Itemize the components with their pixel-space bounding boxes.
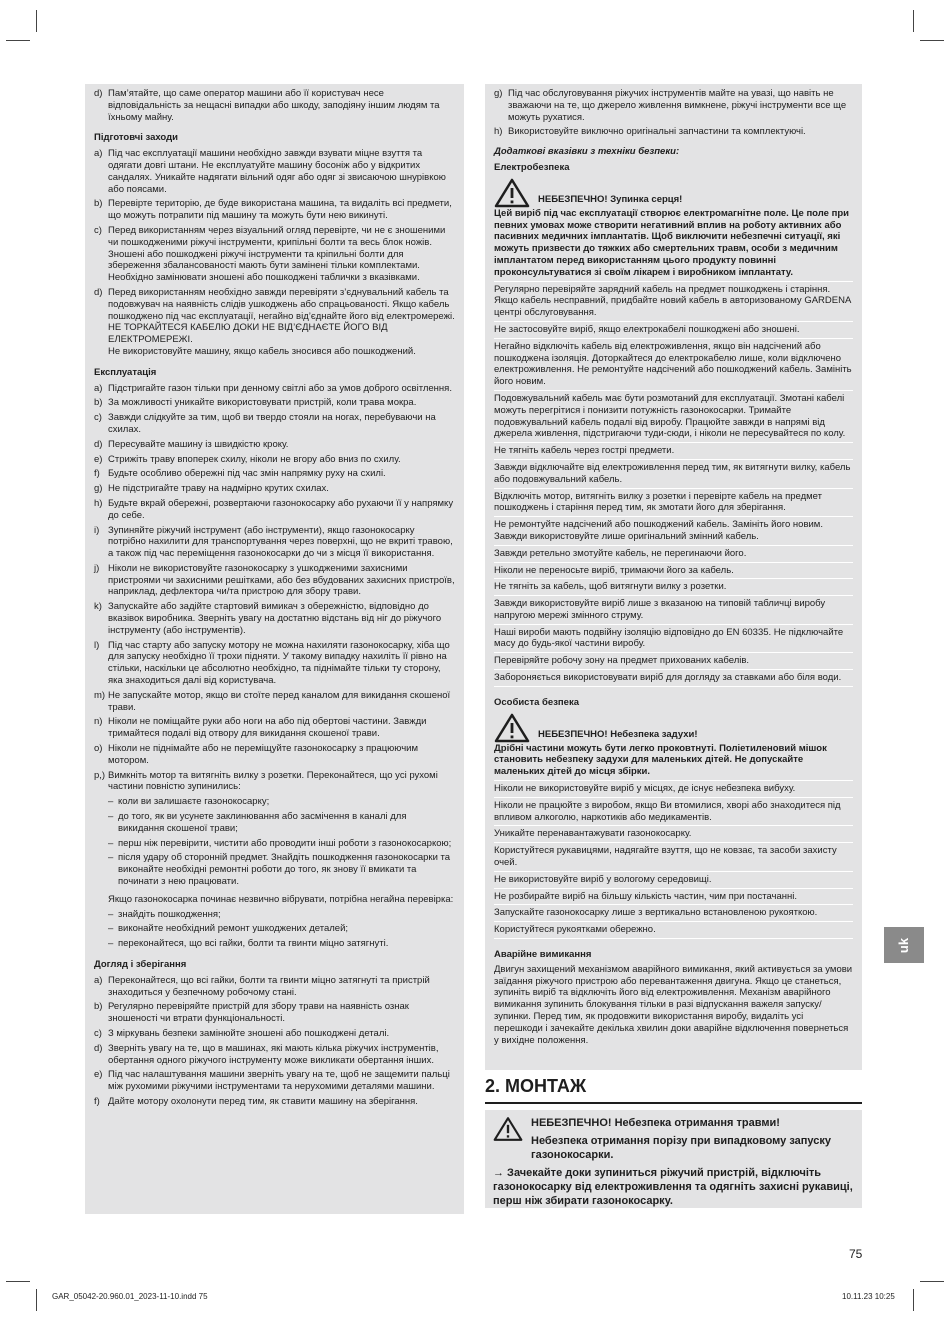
item-label: f) xyxy=(94,468,100,480)
item-text: Зверніть увагу на те, що в машинах, які мають кілька ріжучих інструментів, обертання одного ріжучого інструменту може викликати обертання інших. xyxy=(108,1042,439,1066)
item-label: k) xyxy=(94,601,102,613)
page-number: 75 xyxy=(849,1247,863,1261)
list-item xyxy=(94,601,455,636)
list-item xyxy=(94,1096,455,1108)
list-item xyxy=(94,287,455,358)
list-item xyxy=(94,770,455,794)
paragraph: Регулярно перевіряйте зарядний кабель на предмет пошкоджень і старіння. Якщо кабель несправний, придбайте новий кабель в авторизованому GARDENA центрі обслуговування. xyxy=(494,284,853,322)
paragraph: Забороняється використовувати виріб для догляду за ставками або біля води. xyxy=(494,672,853,687)
list-item xyxy=(94,225,455,284)
item-text: Не запускайте мотор, якщо ви стоїте перед каналом для викидання скошеної трави. xyxy=(108,689,451,713)
dash-item xyxy=(108,923,455,935)
dash-bullet: – xyxy=(108,908,114,920)
item-text: Використовуйте виключно оригінальні запчастини та комплектуючі. xyxy=(508,126,806,138)
paragraph: Користуйтеся рукоятками обережно. xyxy=(494,924,853,939)
warning-title: НЕБЕЗПЕЧНО! Зупинка серця! xyxy=(538,193,683,205)
item-label: o) xyxy=(94,743,103,755)
electrical-warning xyxy=(494,178,853,208)
item-label: c) xyxy=(94,412,102,424)
paragraph: Ніколи не використовуйте виріб у місцях, де існує небезпека вибуху. xyxy=(494,783,853,798)
footer-timestamp: 10.11.23 10:25 xyxy=(842,1292,895,1301)
warning-title: НЕБЕЗПЕЧНО! Небезпека задухи! xyxy=(538,728,698,740)
item-label: f) xyxy=(94,1095,100,1107)
item-label: c) xyxy=(94,224,102,236)
item-label: b) xyxy=(94,1001,103,1013)
item-text: Не підстригайте траву на надмірно крутих схилах. xyxy=(108,483,329,495)
dash-item xyxy=(108,838,455,850)
warning-text: Небезпека отримання порізу при випадковому запуску газонокосарки. xyxy=(531,1135,831,1161)
item-text: Підстригайте газон тільки при денному світлі або за умов доброго освітлення. xyxy=(108,382,452,394)
item-text: Будьте особливо обережні під час змін напрямку руху на схилі. xyxy=(108,468,386,480)
item-label: m) xyxy=(94,689,106,701)
item-label: h) xyxy=(494,126,503,138)
crop-mark xyxy=(6,1281,30,1282)
item-label: n) xyxy=(94,716,103,728)
list-item xyxy=(94,1001,455,1025)
preparation-list xyxy=(94,148,455,358)
section-heading-preparation: Підготовчі заходи xyxy=(94,132,178,144)
list-item xyxy=(94,743,455,767)
list-item xyxy=(94,563,455,598)
crop-mark xyxy=(36,10,37,32)
item-label: b) xyxy=(94,198,103,210)
dash-bullet: – xyxy=(108,837,114,849)
item-label: h) xyxy=(94,497,103,509)
dash-text: переконайтеся, що всі гайки, болти та гвинти міцно затягнуті. xyxy=(118,938,389,950)
footer-filename: GAR_05042-20.960.01_2023-11-10.indd 75 xyxy=(52,1292,208,1301)
paragraph: Завжди ретельно змотуйте кабель, не перегинаючи його. xyxy=(494,548,853,563)
warning-triangle-icon xyxy=(493,1116,523,1142)
dash-text: знайдіть пошкодження; xyxy=(118,908,221,920)
section-heading-care: Догляд і зберігання xyxy=(94,959,187,970)
paragraph: Ніколи не працюйте з виробом, якщо Ви втомилися, хворі або знаходитеся під впливом алкоголю, наркотиків або медикаментів. xyxy=(494,800,853,827)
dash-text: після удару об сторонній предмет. Знайдіть пошкодження газонокосарки та виконайте необхідні ремонтні роботи до того, як знову її вмикати та починати з нею працювати. xyxy=(118,852,451,888)
item-text: Перевірте територію, де буде використана машина, та видаліть всі предмети, що можуть потрапити під машину та можуть бути нею викинуті. xyxy=(108,198,452,222)
crop-mark xyxy=(920,1281,944,1282)
list-item xyxy=(94,498,455,522)
action-instruction: → Зачекайте доки зупиниться ріжучий пристрій, відключіть газонокосарку від електроживлення та одягніть захисні рукавиці, перш ніж збирати газонокосарку. xyxy=(493,1167,853,1207)
paragraph: Подовжувальний кабель має бути розмотаний для експлуатації. Змотані кабелі можуть перегрітися і понизити потужність газонокосарки. Тримайте подовжувальний кабель подалі від виробу. Працюйте завжди в напрямі від джерела живлення, підстригаючи туди-сюди, і ніколи не пересувайтеся по колу. xyxy=(494,393,853,443)
item-label: i) xyxy=(94,524,100,536)
item-text: Перед використанням необхідно завжди перевіряти з’єднувальний кабель та подовжувач на наявність слідів ушкоджень або спрацьованості. Якщо кабель пошкоджено під час експлуатації, негайно від’єднайте його від електромережі. НЕ ТОРКАЙТЕСЯ КАБЕЛЮ ДОКИ НЕ ВІД’ЄДНАЄТЕ ЙОГО ВІД ЕЛЕКТРОМЕРЕЖІ. Не використовуйте машину, якщо кабель зносився або пошкоджений. xyxy=(108,286,455,357)
item-label: l) xyxy=(94,639,100,651)
paragraph: Не тягніть за кабель, щоб витягнути вилку з розетки. xyxy=(494,581,853,596)
item-text: Ніколи не використовуйте газонокосарку з ушкодженими захисними пристроями чи захисними решітками, або без вбудованих захисних пристроїв, наприклад, дефлектора чи/та пристрою для збору трави. xyxy=(108,562,455,598)
item-text: Регулярно перевіряйте пристрій для збору трави на наявність ознак зношеності чи втрати функціональності. xyxy=(108,1001,409,1025)
dash-item xyxy=(108,938,455,950)
paragraph: Не використовуйте виріб у вологому середовищі. xyxy=(494,874,853,889)
vibration-note: Якщо газонокосарка починає незвично вібрувати, потрібна негайна перевірка: xyxy=(108,893,454,905)
paragraph: Відключіть мотор, витягніть вилку з розетки і перевірте кабель на предмет пошкоджень і старіння перед тим, як змотати його для зберігання. xyxy=(494,491,853,518)
crop-mark xyxy=(920,40,944,41)
section-title: 2. МОНТАЖ xyxy=(485,1076,862,1104)
left-column xyxy=(85,84,464,1214)
vibration-steps-list xyxy=(94,909,455,950)
item-text: Під час експлуатації машини необхідно завжди взувати міцне взуття та одягати довгі штани. Не експлуатуйте машину босоніж або у відкритих сандалях. Уникайте надягати вільний одяг або одяг зі звисаючою шнурівкою або поясами. xyxy=(108,148,446,195)
dash-bullet: – xyxy=(108,852,114,864)
item-label: a) xyxy=(94,382,103,394)
list-item xyxy=(94,640,455,687)
dash-item xyxy=(108,796,455,808)
dash-item xyxy=(108,909,455,921)
item-text: Завжди слідкуйте за тим, щоб ви твердо стояли на ногах, перебуваючи на схилах. xyxy=(108,412,436,435)
dash-text: до того, як ви усунете заклинювання або засмічення в каналі для викидання скошеної трави; xyxy=(118,811,407,834)
list-item xyxy=(94,1028,455,1040)
dash-item xyxy=(108,852,455,887)
montage-warning xyxy=(493,1116,854,1162)
language-tab: uk xyxy=(884,927,924,963)
list-item xyxy=(94,397,455,409)
section-heading-emergency: Аварійне вимикання xyxy=(494,949,592,961)
warning-text: Дрібні частини можуть бути легко проковтнуті. Поліетиленовий мішок становить небезпеку задухи для маленьких дітей. Не допускайте маленьких дітей до місця збірки. xyxy=(494,743,853,781)
section-heading-operation: Експлуатація xyxy=(94,366,157,378)
care-list xyxy=(94,975,455,1108)
paragraph: Не застосовуйте виріб, якщо електрокабелі пошкоджені або зношені. xyxy=(494,324,853,339)
item-label: a) xyxy=(94,974,103,986)
item-label: e) xyxy=(94,453,103,465)
list-item xyxy=(94,1069,455,1093)
list-item: d) Пам’ятайте, що саме оператор машини або її користувач несе відповідальність за нещасні випадки або шкоду, заподіяну іншим людям та їхньому майну. xyxy=(94,88,440,123)
right-column xyxy=(485,84,862,1070)
paragraph: Ніколи не переносьте виріб, тримаючи його за кабель. xyxy=(494,565,853,580)
crop-mark xyxy=(6,40,30,41)
item-text: Перед використанням через візуальний огляд перевірте, чи не є зношеними чи пошкодженими ріжучі інструменти, крипільні болти та весь блок ножів. Зношені або пошкоджені ріжучі інструменти та кріпильні болти для збереження збалансованості мають бути замінені тільки комплектами. Необхідно замінювати зношені або пошкоджені таблички з вказівками. xyxy=(108,224,446,284)
operation-list xyxy=(94,383,455,794)
item-label: g) xyxy=(94,483,103,495)
dash-bullet: – xyxy=(108,796,114,808)
paragraph: Негайно відключіть кабель від електроживлення, якщо він надсічений або пошкоджена ізоляція. Доторкайтеся до електрокабелю лише, коли відключено електроживлення. Не ремонтуйте надсічений або пошкоджений кабель. Замініть його новим. xyxy=(494,341,853,391)
list-item xyxy=(94,1043,455,1067)
item-label: e) xyxy=(94,1069,103,1081)
item-text: Ніколи не поміщайте руки або ноги на або під обертові частини. Завжди тримайтеся подалі від отвору для викидання скошеної трави. xyxy=(108,716,427,740)
item-label: d) xyxy=(94,438,103,450)
personal-paragraphs xyxy=(494,783,853,939)
list-item xyxy=(94,198,455,222)
dash-bullet: – xyxy=(108,938,114,950)
paragraph: Перевіряйте робочу зону на предмет прихованих кабелів. xyxy=(494,655,853,670)
dash-text: коли ви залишаєте газонокосарку; xyxy=(118,796,270,808)
item-text: Дайте мотору охолонути перед тим, як ставити машину на зберігання. xyxy=(108,1095,418,1107)
paragraph: Наші вироби мають подвійну ізоляцію відповідно до EN 60335. Не підключайте масу до будь-якої частини виробу. xyxy=(494,627,853,654)
warning-title: НЕБЕЗПЕЧНО! Небезпека отримання травми! xyxy=(531,1117,780,1129)
item-text: За можливості уникайте використовувати пристрій, коли трава мокра. xyxy=(108,397,417,409)
item-text: Стрижіть траву впоперек схилу, ніколи не вгору або вниз по схилу. xyxy=(108,453,401,465)
item-label: b) xyxy=(94,397,103,409)
paragraph: Запускайте газонокосарку лише з вертикально встановленою рукояткою. xyxy=(494,907,853,922)
stop-conditions-list xyxy=(94,796,455,888)
item-text: Під час обслуговування ріжучих інструментів майте на увазі, що навіть не зважаючи на те, що джерело живлення вимкнене, ріжучі інструменти все ще можуть рухатися. xyxy=(508,88,847,123)
list-item xyxy=(494,126,853,138)
crop-mark xyxy=(36,1289,37,1311)
personal-warning xyxy=(494,713,853,743)
warning-text: Цей виріб під час експлуатації створює електромагнітне поле. Це поле при певних умовах може створити негативний вплив на роботу активних або пасивних медичних імплантатів. Щоб виключити небезпечні ситуації, які можуть призвести до тяжких або смертельних травм, особи з медичним імплантатом перед використанням цього продукту повинні проконсультуватися зі своїм лікарем і виробником імплантату. xyxy=(494,208,853,282)
item-text: Будьте вкрай обережні, розвертаючи газонокосарку або рухаючи її у напрямку до себе. xyxy=(108,497,454,521)
item-label: d) xyxy=(94,286,103,298)
paragraph: Не тягніть кабель через гострі предмети. xyxy=(494,445,853,460)
crop-mark xyxy=(913,10,914,32)
list-item xyxy=(94,716,455,740)
item-label: g) xyxy=(494,88,503,99)
item-text: Під час старту або запуску мотору не можна нахиляти газонокосарку, хіба що для запуску необхідно її трохи підняти. У такому випадку нахиліть її рівно на стільки, наскільки це абсолютно необхідно, та піднімайте тільки ту сторону, яка знаходиться далі від користувача. xyxy=(108,639,450,687)
item-text: Переконайтеся, що всі гайки, болти та гвинти міцно затягнуті та пристрій знаходиться у безпечному робочому стані. xyxy=(108,974,430,998)
item-text: Під час налаштування машини зверніть увагу на те, щоб не защемити пальці між рухомими ріжучими інструментами та нерухомими деталями машини. xyxy=(108,1069,450,1093)
item-text: Запускайте або задійте стартовий вимикач з обережністю, відповідно до вказівок виробника. Зверніть увагу на достатню відстань від ніг до ріжучого інструменту (або інструментів). xyxy=(108,601,442,636)
crop-mark xyxy=(913,1289,914,1311)
electrical-paragraphs xyxy=(494,284,853,687)
section-heading-electrical: Електробезпека xyxy=(494,161,570,173)
paragraph: Не ремонтуйте надсічений або пошкоджений кабель. Замініть його новим. Завжди використовуйте лише оригінальний змінний кабель. xyxy=(494,519,853,546)
dash-item xyxy=(108,811,455,835)
list-item xyxy=(94,454,455,466)
warning-triangle-icon xyxy=(494,713,530,743)
item-text: Ніколи не піднімайте або не переміщуйте газонокосарку з працюючим мотором. xyxy=(108,743,418,766)
list-item xyxy=(94,690,455,714)
list-item xyxy=(94,383,455,395)
item-label: j) xyxy=(94,562,100,574)
paragraph: Завжди відключайте від електроживлення перед тим, як витягнути вилку, кабель або подовжувальний кабель. xyxy=(494,462,853,489)
list-item xyxy=(94,483,455,495)
list-item xyxy=(494,88,853,123)
section-heading-personal: Особиста безпека xyxy=(494,696,579,708)
list-item xyxy=(94,148,455,195)
list-item xyxy=(94,439,455,451)
item-label: d) xyxy=(94,1042,103,1054)
item-text: Пересувайте машину із швидкістю кроку. xyxy=(108,438,289,450)
list-item xyxy=(94,525,455,560)
item-label: c) xyxy=(94,1027,102,1039)
item-text: З міркувань безпеки замінюйте зношені або пошкоджені деталі. xyxy=(108,1027,390,1039)
warning-triangle-icon xyxy=(494,178,530,208)
paragraph: Не розбирайте виріб на більшу кількість частин, чим при постачанні. xyxy=(494,891,853,906)
dash-bullet: – xyxy=(108,923,114,935)
montage-section xyxy=(485,1076,862,1208)
paragraph: Завжди використовуйте виріб лише з вказаною на типовій табличці виробу напругою мережі змінного струму. xyxy=(494,598,853,625)
dash-text: перш ніж перевірити, чистити або проводити інші роботи з газонокосаркою; xyxy=(118,837,452,849)
paragraph: Користуйтеся рукавицями, надягайте взуття, що не ковзає, та засоби захисту очей. xyxy=(494,845,853,872)
list-item xyxy=(94,412,455,436)
emergency-text: Двигун захищений механізмом аварійного вимикання, який активується за умови заїдання ріжучого пристрою або перевантаження двигуна. Якщо це станеться, зупиніть виріб та відключіть його від електроживлення. Механізм аварійного вимикання зупинить блокування тільки в разі відпускання важеля запуску/зупинки. Перед тим, як продовжити використання виробу, видаліть усі перешкоди і зачекайте декілька хвилин доки аварійне відключення повернеться у вихідне положення. xyxy=(494,963,853,1046)
montage-warning-box xyxy=(485,1110,862,1208)
additional-safety-heading: Додаткові вказівки з техніки безпеки: xyxy=(494,146,680,158)
paragraph: Уникайте перенавантажувати газонокосарку. xyxy=(494,828,853,843)
maintenance-list xyxy=(494,88,853,138)
item-label: a) xyxy=(94,148,103,160)
item-text: Зупиняйте ріжучий інструмент (або інструменти), якщо газонокосарку потрібно нахилити для транспортування через поверхні, що не вкриті травою, а також під час переміщення газонокосарки до чи з місця її використання. xyxy=(108,524,453,560)
dash-text: виконайте необхідний ремонт ушкоджених деталей; xyxy=(118,923,349,935)
dash-bullet: – xyxy=(108,811,114,823)
list-item xyxy=(94,975,455,999)
item-label: p,) xyxy=(94,769,106,781)
item-text: Вимкніть мотор та витягніть вилку з розетки. Переконайтеся, що усі рухомі частини повністю зупинились: xyxy=(108,769,438,793)
list-item xyxy=(94,468,455,480)
